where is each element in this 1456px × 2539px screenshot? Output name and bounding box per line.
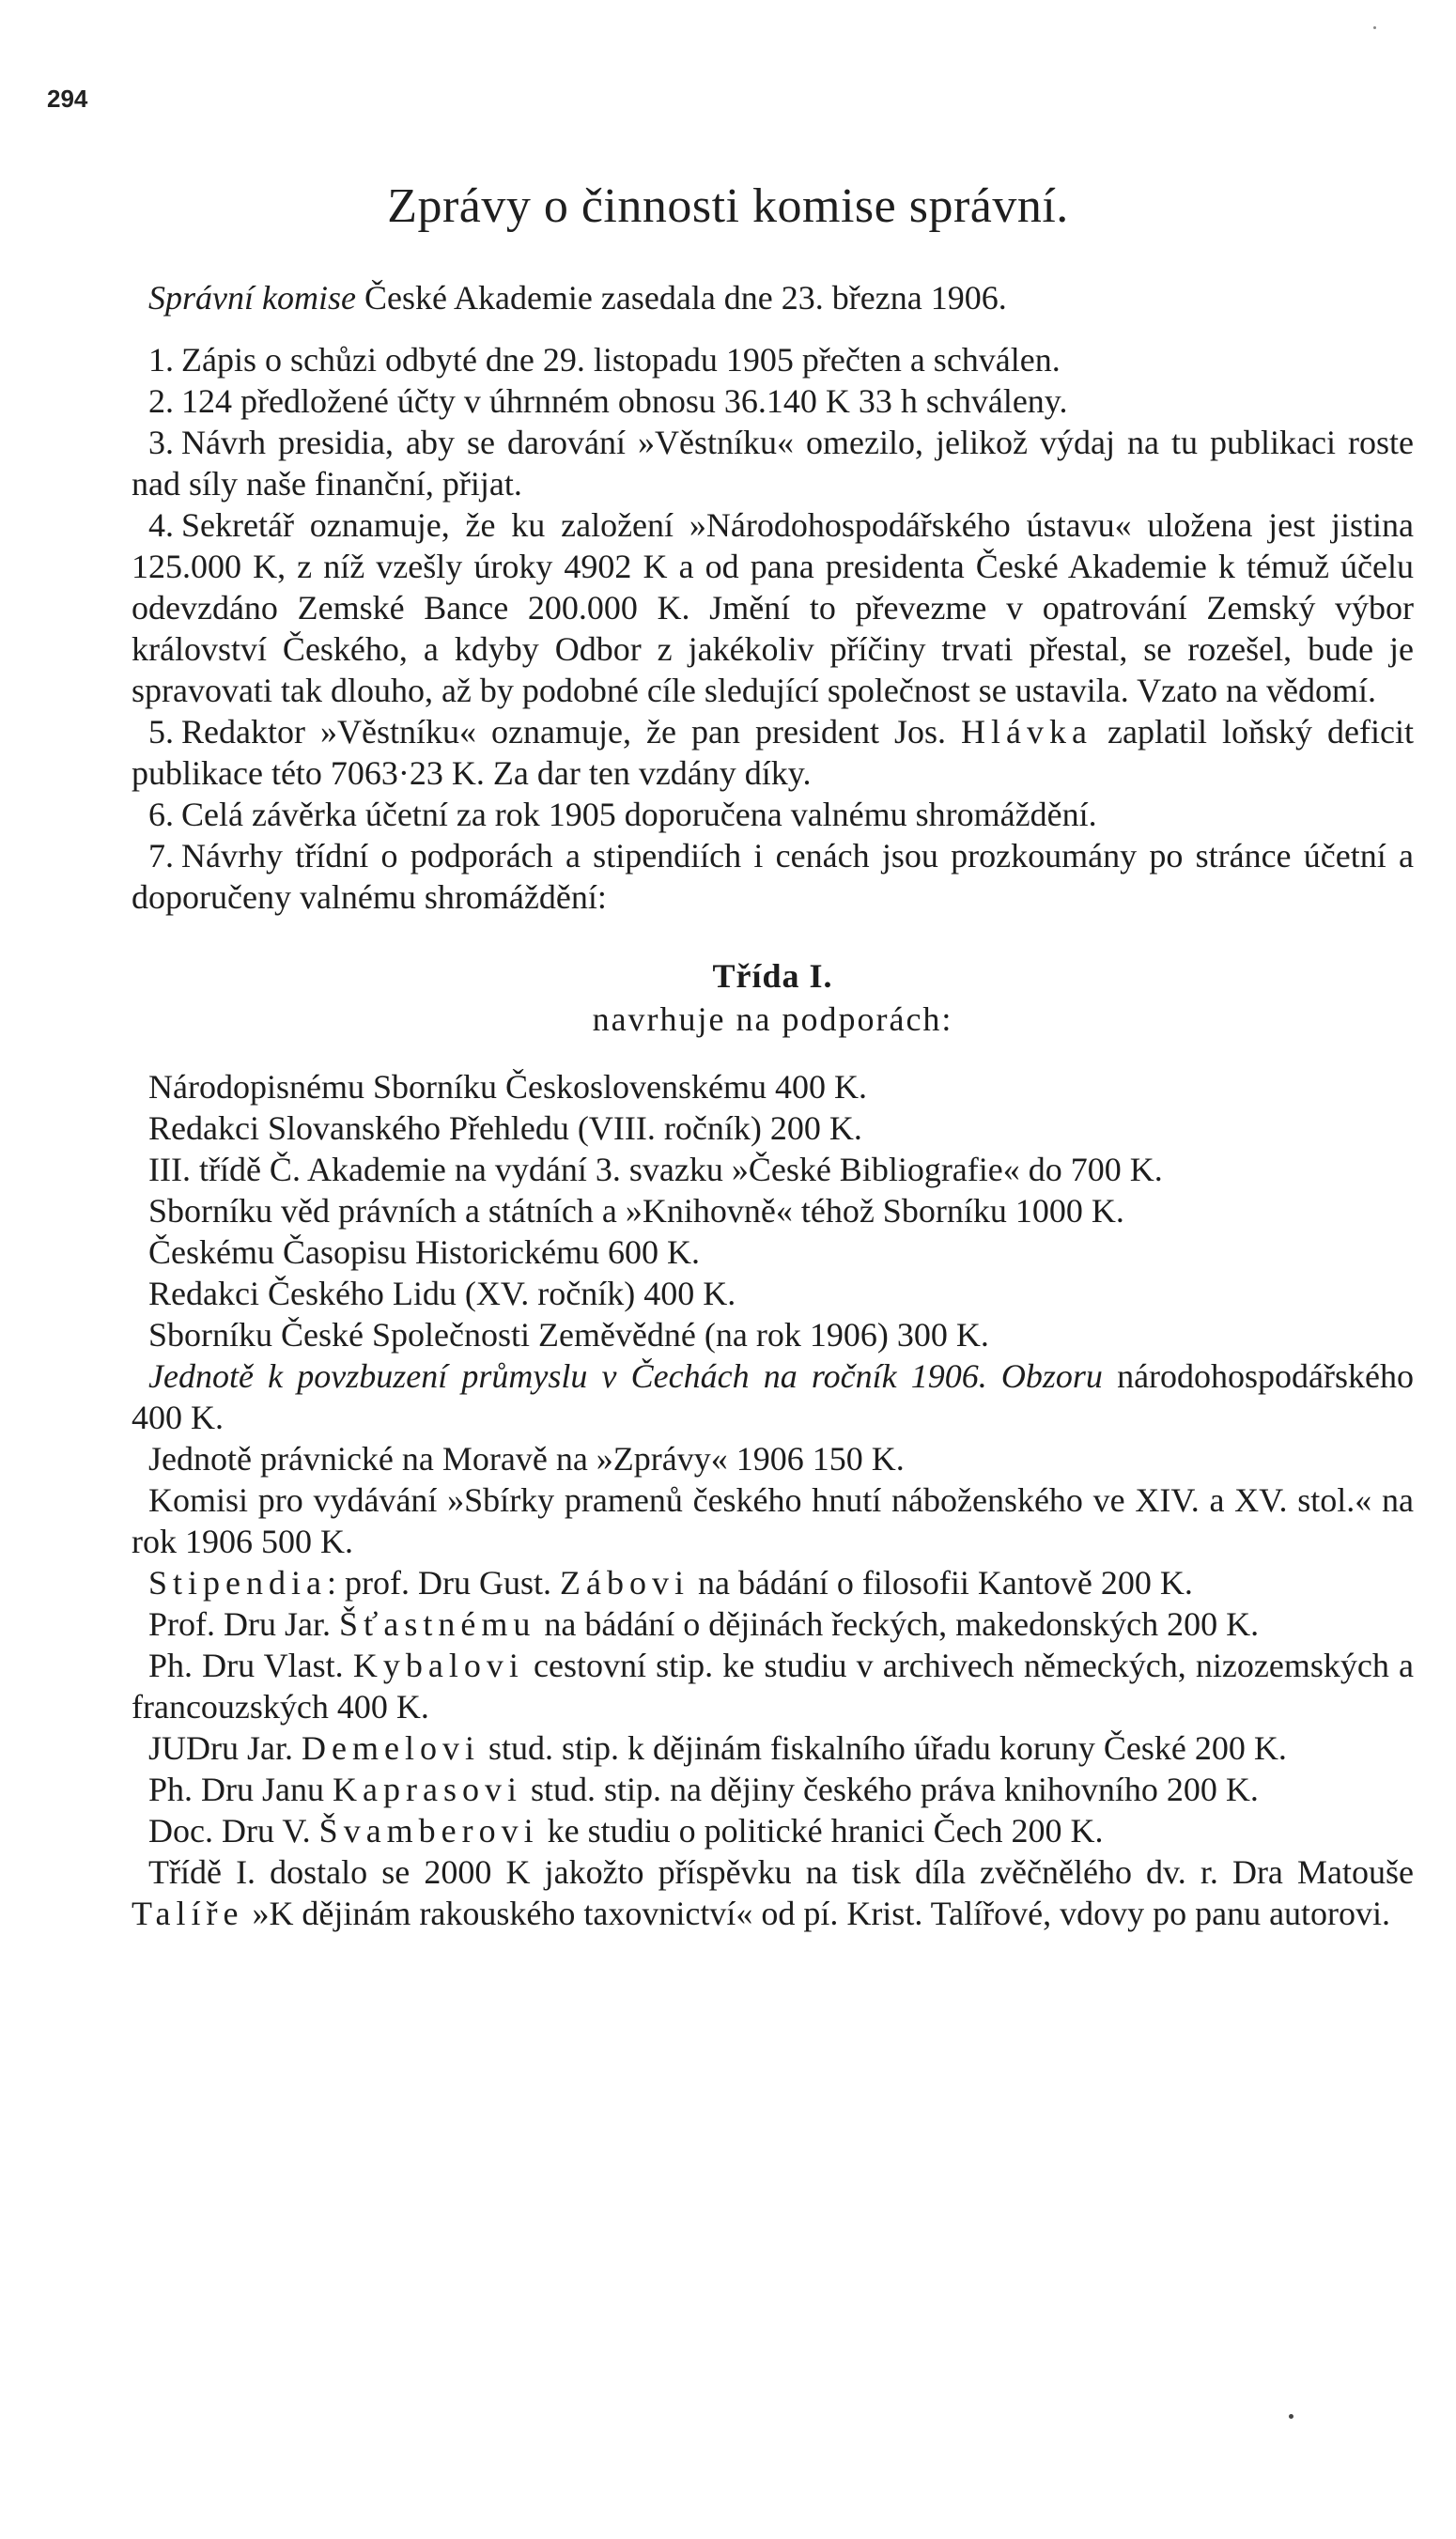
item-number: 2.	[148, 382, 174, 420]
intro-paragraph	[132, 277, 1414, 318]
stipend-entry	[132, 1603, 1414, 1645]
entry-spaced-name: Talíře	[132, 1895, 244, 1932]
support-entry: Sborníku České Společnosti Zeměvědné (na rok 1906) 300 K.	[148, 1316, 989, 1354]
entry-text-after: stud. stip. na dějiny českého práva knihovního 200 K.	[521, 1771, 1259, 1808]
item-number: 5.	[148, 713, 174, 751]
entry-spaced-name: Kaprasovi	[333, 1771, 522, 1808]
donation-entry	[132, 1851, 1414, 1934]
item-text: Návrhy třídní o podporách a stipendiích i cenách jsou prozkoumány po stránce účetní a doporučeny valnému shromáždění:	[132, 837, 1414, 916]
intro-rest: České Akademie zasedala dne 23. března 1906.	[355, 279, 1007, 317]
entry-text-after: na bádání o filosofii Kantově 200 K.	[689, 1564, 1193, 1602]
entry-text-before: Ph. Dru Janu	[148, 1771, 333, 1808]
intro-italic: Správní komise	[148, 279, 356, 317]
item-number: 3.	[148, 424, 174, 461]
support-entry	[132, 1355, 1414, 1438]
stipend-entry	[132, 1769, 1414, 1810]
stipend-lead: Stipendia	[148, 1564, 327, 1602]
entry-text-after: na bádání o dějinách řeckých, makedonských 200 K.	[535, 1605, 1260, 1643]
section-heading: Třída I.	[712, 957, 833, 995]
item-number: 6.	[148, 796, 174, 833]
entry-spaced-name: Kybalovi	[352, 1647, 524, 1684]
entry-text-after: »K dějinám rakouského taxovnictví« od pí. Krist. Talířové, vdovy po panu autorovi.	[243, 1895, 1391, 1932]
entry-text: národohospodářského 400 K.	[132, 1357, 1414, 1436]
entry-spaced-name: Zábovi	[559, 1564, 689, 1602]
item-text: Celá závěrka účetní za rok 1905 doporučena valnému shromáždění.	[181, 796, 1097, 833]
entry-text-after: ke studiu o politické hranici Čech 200 K.	[538, 1812, 1104, 1850]
minutes-item	[132, 794, 1414, 835]
entry-text-after: cestovní stip. ke studiu v archivech německých, nizozemských a francouzských 400 K.	[132, 1647, 1414, 1726]
item-text: Sekretář oznamuje, že ku založení »Národohospodářského ústavu« uložena jest jistina 125.000 K, z níž vzešly úroky 4902 K a od pana presidenta České Akademie k témuž účelu odevzdáno Zemské Bance 200.000 K. Jmění to převezme v opatrování Zemský výbor království Českého, a kdyby Odbor z jakékoliv příčiny trvati přestal, se rozešel, bude je spravovati tak dlouho, až by podobné cíle sledující společnost se ustavila. Vzato na vědomí.	[132, 506, 1414, 709]
minutes-item	[132, 422, 1414, 504]
support-entry: Českému Časopisu Historickému 600 K.	[148, 1233, 700, 1271]
page-title: Zprávy o činnosti komise správní.	[387, 179, 1069, 233]
entry-spaced-name: Šťastnému	[338, 1605, 536, 1643]
item-number: 7.	[148, 837, 174, 875]
item-spaced-name: Hlávka	[961, 713, 1092, 751]
support-entry: Redakci Slovanského Přehledu (VIII. ročník) 200 K.	[148, 1109, 862, 1147]
entry-italic: Jednotě k povzbuzení průmyslu v Čechách na ročník 1906. Obzoru	[148, 1357, 1103, 1395]
page-number: 294	[47, 85, 88, 113]
stray-dot-mark	[1289, 2414, 1293, 2419]
stipend-entry	[132, 1645, 1414, 1727]
minutes-item	[132, 339, 1414, 380]
item-number: 1.	[148, 341, 174, 379]
entry-spaced-name: Demelovi	[301, 1729, 480, 1767]
minutes-item	[132, 504, 1414, 711]
support-entry: Komisi pro vydávání »Sbírky pramenů českého hnutí náboženského ve XIV. a XV. stol.« na rok 1906 500 K.	[132, 1481, 1414, 1560]
minutes-item	[132, 380, 1414, 422]
item-text-after: zaplatil loňský deficit publikace této 7063·23 K. Za dar ten vzdány díky.	[132, 713, 1414, 792]
item-text-before: Redaktor »Věstníku« oznamuje, že pan president Jos.	[181, 713, 962, 751]
minutes-item	[132, 711, 1414, 794]
item-text: Zápis o schůzi odbyté dne 29. listopadu 1905 přečten a schválen.	[181, 341, 1061, 379]
entry-text-before: Doc. Dru V.	[148, 1812, 319, 1850]
entry-spaced-name: Švamberovi	[318, 1812, 539, 1850]
stipend-entry	[132, 1810, 1414, 1851]
support-entry: Jednotě právnické na Moravě na »Zprávy« 1906 150 K.	[148, 1440, 905, 1478]
stipend-entry	[132, 1727, 1414, 1769]
entry-text-before: : prof. Dru Gust.	[326, 1564, 560, 1602]
stipend-entry	[132, 1562, 1414, 1603]
entry-text-before: Prof. Dru Jar.	[148, 1605, 339, 1643]
entry-text-before: JUDru Jar.	[148, 1729, 302, 1767]
entry-text-before: Ph. Dru Vlast.	[148, 1647, 353, 1684]
item-number: 4.	[148, 506, 174, 544]
section-subheading: navrhuje na podporách:	[592, 1000, 953, 1038]
item-text: 124 předložené účty v úhrnném obnosu 36.140 K 33 h schváleny.	[181, 382, 1068, 420]
entry-text-before: Třídě I. dostalo se 2000 K jakožto příspěvku na tisk díla zvěčnělého dv. r. Dra Matouše	[148, 1853, 1414, 1891]
support-entry: Sborníku věd právních a státních a »Knihovně« téhož Sborníku 1000 K.	[148, 1192, 1124, 1230]
main-content	[132, 277, 1414, 1934]
stray-dot-mark	[1373, 26, 1376, 29]
item-text: Návrh presidia, aby se darování »Věstníku« omezilo, jelikož výdaj na tu publikaci roste nad síly naše finanční, přijat.	[132, 424, 1414, 503]
support-entry: Redakci Českého Lidu (XV. ročník) 400 K.	[148, 1275, 736, 1312]
support-entry: Národopisnému Sborníku Československému 400 K.	[148, 1068, 867, 1106]
entry-text-after: stud. stip. k dějinám fiskalního úřadu koruny České 200 K.	[479, 1729, 1287, 1767]
minutes-item	[132, 835, 1414, 918]
support-entry: III. třídě Č. Akademie na vydání 3. svazku »České Bibliografie« do 700 K.	[148, 1151, 1163, 1188]
